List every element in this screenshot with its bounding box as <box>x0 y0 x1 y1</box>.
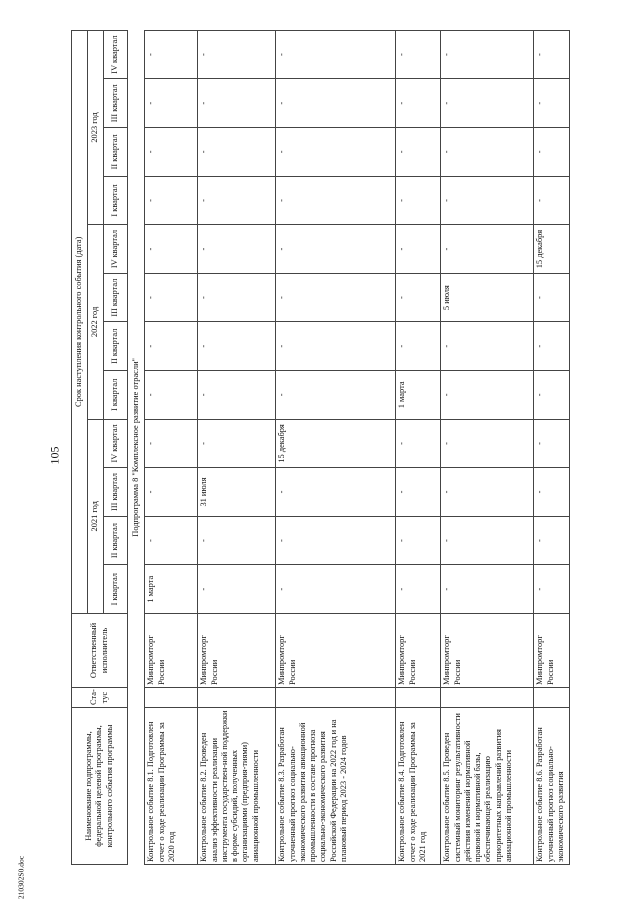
empty-dash: - <box>277 539 287 543</box>
event-date: 31 июля <box>199 477 209 507</box>
empty-dash: - <box>535 199 545 202</box>
quarter-cell <box>198 79 276 128</box>
empty-dash: - <box>397 344 407 348</box>
event-status <box>534 688 570 708</box>
quarter-cell <box>198 468 276 517</box>
empty-dash: - <box>442 247 452 251</box>
quarter-cell <box>441 225 534 274</box>
header-quarter: IV квартал <box>104 225 128 274</box>
header-quarter: III квартал <box>104 79 128 128</box>
quarter-cell <box>534 128 570 177</box>
empty-dash: - <box>277 490 287 494</box>
header-quarter: II квартал <box>104 128 128 177</box>
empty-dash: - <box>199 150 209 154</box>
quarter-cell <box>534 371 570 420</box>
quarter-cell <box>441 79 534 128</box>
empty-dash: - <box>146 199 156 202</box>
empty-dash: - <box>199 587 209 591</box>
event-date: 1 марта <box>397 381 407 409</box>
quarter-cell <box>276 273 396 322</box>
table-row <box>534 30 570 864</box>
empty-dash: - <box>442 442 452 445</box>
empty-dash: - <box>397 53 407 56</box>
header-quarter: I квартал <box>104 176 128 225</box>
empty-dash: - <box>146 296 156 300</box>
empty-dash: - <box>199 344 209 348</box>
quarter-cell <box>145 225 198 274</box>
quarter-cell <box>534 516 570 565</box>
quarter-cell <box>276 565 396 614</box>
quarter-cell <box>396 128 441 177</box>
header-year-2023: 2023 год <box>88 30 104 225</box>
quarter-cell <box>276 468 396 517</box>
empty-dash: - <box>277 296 287 300</box>
empty-dash: - <box>397 442 407 445</box>
empty-dash: - <box>442 587 452 591</box>
event-date: 1 марта <box>146 575 156 603</box>
event-name: Контрольное событие 8.2. Проведен анализ эффективности реализации инструмента государствен-ной поддержки в форме субсидий, полученных организациями (предприя-тиями) авиационной промышленности <box>198 708 276 865</box>
empty-dash: - <box>442 53 452 56</box>
empty-dash: - <box>397 247 407 251</box>
empty-dash: - <box>146 101 156 105</box>
quarter-cell <box>276 128 396 177</box>
quarter-cell <box>145 322 198 371</box>
quarter-cell <box>276 225 396 274</box>
quarter-cell <box>145 419 198 468</box>
quarter-cell <box>198 176 276 225</box>
quarter-cell <box>534 79 570 128</box>
quarter-cell <box>396 225 441 274</box>
header-responsible: Ответственный исполнитель <box>72 614 128 688</box>
empty-dash: - <box>199 296 209 300</box>
quarter-cell <box>396 565 441 614</box>
quarter-cell <box>396 79 441 128</box>
event-date: 15 декабря <box>535 229 545 269</box>
event-status <box>198 688 276 708</box>
quarter-cell <box>396 419 441 468</box>
quarter-cell <box>441 128 534 177</box>
empty-dash: - <box>277 53 287 56</box>
quarter-cell <box>198 30 276 79</box>
quarter-cell <box>534 176 570 225</box>
quarter-cell <box>198 516 276 565</box>
quarter-cell <box>441 468 534 517</box>
header-date-group: Срок наступления контрольного события (дата) <box>72 30 88 613</box>
event-status <box>396 688 441 708</box>
quarter-cell <box>396 516 441 565</box>
event-date: 5 июля <box>442 285 452 311</box>
table-row <box>396 30 441 864</box>
empty-dash: - <box>442 539 452 543</box>
empty-dash: - <box>199 442 209 445</box>
empty-dash: - <box>199 53 209 56</box>
quarter-cell <box>396 322 441 371</box>
empty-dash: - <box>277 101 287 105</box>
empty-dash: - <box>277 587 287 591</box>
quarter-cell <box>441 176 534 225</box>
empty-dash: - <box>442 101 452 105</box>
quarter-cell <box>145 79 198 128</box>
event-responsible: Минпромторг России <box>441 614 534 688</box>
quarter-cell <box>145 516 198 565</box>
header-quarter: IV квартал <box>104 30 128 79</box>
header-quarter: IV квартал <box>104 419 128 468</box>
header-name: Наименование подпрограммы, федеральной целевой программы, контрольного события программы <box>72 708 128 865</box>
header-quarter: I квартал <box>104 371 128 420</box>
quarter-cell <box>276 176 396 225</box>
page-number: 105 <box>47 446 62 465</box>
empty-dash: - <box>146 150 156 154</box>
event-name: Контрольное событие 8.6. Разработан уточненный прогноз социально-экономического развития <box>534 708 570 865</box>
quarter-cell <box>396 273 441 322</box>
quarter-cell <box>198 419 276 468</box>
quarter-cell <box>534 322 570 371</box>
event-responsible: Минпромторг России <box>145 614 198 688</box>
quarter-cell <box>534 273 570 322</box>
header-quarter: III квартал <box>104 468 128 517</box>
empty-dash: - <box>397 587 407 591</box>
quarter-cell <box>441 30 534 79</box>
quarter-cell <box>441 419 534 468</box>
empty-dash: - <box>535 53 545 56</box>
quarter-cell <box>145 371 198 420</box>
quarter-cell <box>145 565 198 614</box>
empty-dash: - <box>146 539 156 543</box>
empty-dash: - <box>146 393 156 397</box>
empty-dash: - <box>397 539 407 543</box>
event-status <box>441 688 534 708</box>
empty-dash: - <box>199 199 209 202</box>
empty-dash: - <box>442 393 452 397</box>
header-quarter: II квартал <box>104 516 128 565</box>
quarter-cell <box>534 419 570 468</box>
empty-dash: - <box>277 150 287 154</box>
empty-dash: - <box>146 53 156 56</box>
quarter-cell <box>276 371 396 420</box>
header-quarter: III квартал <box>104 273 128 322</box>
event-responsible: Минпромторг России <box>396 614 441 688</box>
quarter-cell <box>276 79 396 128</box>
quarter-cell <box>198 322 276 371</box>
empty-dash: - <box>199 393 209 397</box>
quarter-cell <box>534 468 570 517</box>
empty-dash: - <box>277 344 287 348</box>
control-events-table <box>71 30 570 865</box>
quarter-cell <box>441 322 534 371</box>
quarter-cell <box>198 273 276 322</box>
quarter-cell <box>441 565 534 614</box>
empty-dash: - <box>199 247 209 251</box>
empty-dash: - <box>442 344 452 348</box>
table-row <box>198 30 276 864</box>
empty-dash: - <box>535 296 545 300</box>
empty-dash: - <box>535 101 545 105</box>
empty-dash: - <box>535 150 545 154</box>
quarter-cell <box>145 30 198 79</box>
empty-dash: - <box>199 101 209 105</box>
empty-dash: - <box>535 490 545 494</box>
event-status <box>276 688 396 708</box>
table-row <box>145 30 198 864</box>
empty-dash: - <box>397 296 407 300</box>
empty-dash: - <box>442 199 452 202</box>
header-status: Ста-тус <box>72 688 128 708</box>
quarter-cell <box>396 468 441 517</box>
empty-dash: - <box>442 150 452 154</box>
empty-dash: - <box>535 442 545 445</box>
quarter-cell <box>145 128 198 177</box>
event-responsible: Минпромторг России <box>534 614 570 688</box>
quarter-cell <box>198 371 276 420</box>
event-status <box>145 688 198 708</box>
event-name: Контрольное событие 8.3. Разработан уточненный прогноз социально-экономического развития авиационной промышленности в составе прогноза социально-экономического развития Российской Федерации на 2022 год и на плановый период 2023 - 2024 годов <box>276 708 396 865</box>
quarter-cell <box>534 30 570 79</box>
empty-dash: - <box>535 539 545 543</box>
quarter-cell <box>534 225 570 274</box>
quarter-cell <box>441 273 534 322</box>
quarter-cell <box>396 176 441 225</box>
quarter-cell <box>145 273 198 322</box>
empty-dash: - <box>146 247 156 251</box>
header-year-2021: 2021 год <box>88 419 104 613</box>
event-responsible: Минпромторг России <box>276 614 396 688</box>
quarter-cell <box>396 371 441 420</box>
quarter-cell <box>276 419 396 468</box>
empty-dash: - <box>397 101 407 105</box>
header-year-2022: 2022 год <box>88 225 104 419</box>
empty-dash: - <box>146 344 156 348</box>
event-responsible: Минпромторг России <box>198 614 276 688</box>
quarter-cell <box>441 371 534 420</box>
quarter-cell <box>276 30 396 79</box>
empty-dash: - <box>277 393 287 397</box>
section-title: Подпрограмма 8 "Комплексное развитие отрасли" <box>128 30 145 864</box>
empty-dash: - <box>535 587 545 591</box>
header-quarter: II квартал <box>104 322 128 371</box>
header-quarter: I квартал <box>104 565 128 614</box>
empty-dash: - <box>199 539 209 543</box>
quarter-cell <box>145 468 198 517</box>
event-date: 15 декабря <box>277 424 287 463</box>
quarter-cell <box>198 128 276 177</box>
event-name: Контрольное событие 8.1. Подготовлен отчет о ходе реализации Программы за 2020 год <box>145 708 198 865</box>
empty-dash: - <box>146 442 156 445</box>
quarter-cell <box>198 225 276 274</box>
table-row <box>441 30 534 864</box>
quarter-cell <box>534 565 570 614</box>
table-row <box>276 30 396 864</box>
quarter-cell <box>276 322 396 371</box>
rotated-table-content <box>71 30 612 865</box>
empty-dash: - <box>397 150 407 154</box>
document-code: 210302S0.doc <box>16 855 26 900</box>
quarter-cell <box>396 30 441 79</box>
quarter-cell <box>145 176 198 225</box>
rotated-table-area <box>71 30 612 865</box>
quarter-cell <box>198 565 276 614</box>
empty-dash: - <box>277 247 287 251</box>
empty-dash: - <box>535 393 545 397</box>
event-name: Контрольное событие 8.4. Подготовлен отчет о ходе реализации Программы за 2021 год <box>396 708 441 865</box>
empty-dash: - <box>442 490 452 494</box>
empty-dash: - <box>397 199 407 202</box>
quarter-cell <box>276 516 396 565</box>
quarter-cell <box>441 516 534 565</box>
empty-dash: - <box>535 344 545 348</box>
event-name: Контрольное событие 8.5. Проведен системный мониторинг результативности действия изменений нормативной правовой и нормативной базы, обеспечивающей реализацию приоритетных направлений развития авиационной промышленности <box>441 708 534 865</box>
empty-dash: - <box>397 490 407 494</box>
empty-dash: - <box>277 199 287 202</box>
empty-dash: - <box>146 490 156 494</box>
